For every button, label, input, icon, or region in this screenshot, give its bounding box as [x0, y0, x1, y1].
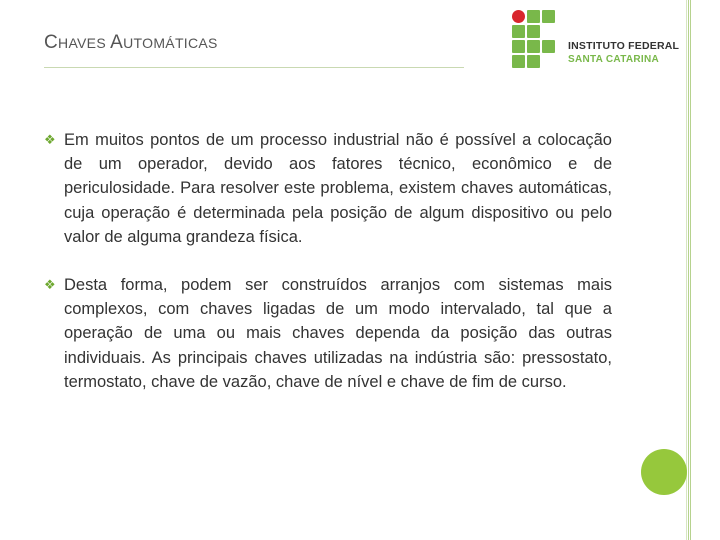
title-divider [44, 67, 464, 68]
logo-square [542, 10, 555, 23]
title-initial-c: C [44, 32, 59, 53]
diamond-bullet-icon: ❖ [44, 132, 56, 147]
logo-text [568, 40, 679, 66]
green-circle-decoration [641, 449, 687, 495]
title-part-2: UTOMÁTICAS [123, 35, 218, 51]
title-part-1: HAVES [58, 35, 111, 51]
title-initial-a: A [110, 32, 124, 53]
bullet-item [44, 128, 612, 249]
slide-title [44, 32, 218, 54]
institution-logo [510, 8, 690, 70]
logo-line-1: INSTITUTO FEDERAL [568, 40, 680, 52]
right-border-line [688, 0, 691, 540]
logo-grid-icon [510, 8, 558, 70]
bullet-item [44, 273, 612, 394]
bullet-text: Desta forma, podem ser construídos arranjos com sistemas mais complexos, com chaves ligadas de um modo intervalado, tal que a operação de uma ou mais chaves dependa da posição das outras individuais. As principais chaves utilizadas na indústria são: pressostato, termostato, chave de vazão, chave de nível e chave de fim de curso. [64, 276, 612, 391]
right-border-line [686, 0, 687, 540]
bullet-text: Em muitos pontos de um processo industrial não é possível a colocação de um operador, devido aos fatores técnico, econômico e de periculosidade. Para resolver este problema, existem chaves automáticas, cuja operação é determinada pela posição de algum dispositivo ou pelo valor de alguma grandeza física. [64, 131, 612, 246]
logo-square [512, 25, 525, 38]
logo-line-2: SANTA CATARINA [568, 54, 660, 65]
bullet-list [44, 128, 612, 418]
logo-square [512, 40, 525, 53]
logo-square [527, 25, 540, 38]
logo-square [527, 10, 540, 23]
logo-square [527, 40, 540, 53]
logo-square [527, 55, 540, 68]
diamond-bullet-icon: ❖ [44, 277, 56, 293]
logo-square [542, 40, 555, 53]
logo-red-dot [512, 10, 525, 23]
logo-square [512, 55, 525, 68]
